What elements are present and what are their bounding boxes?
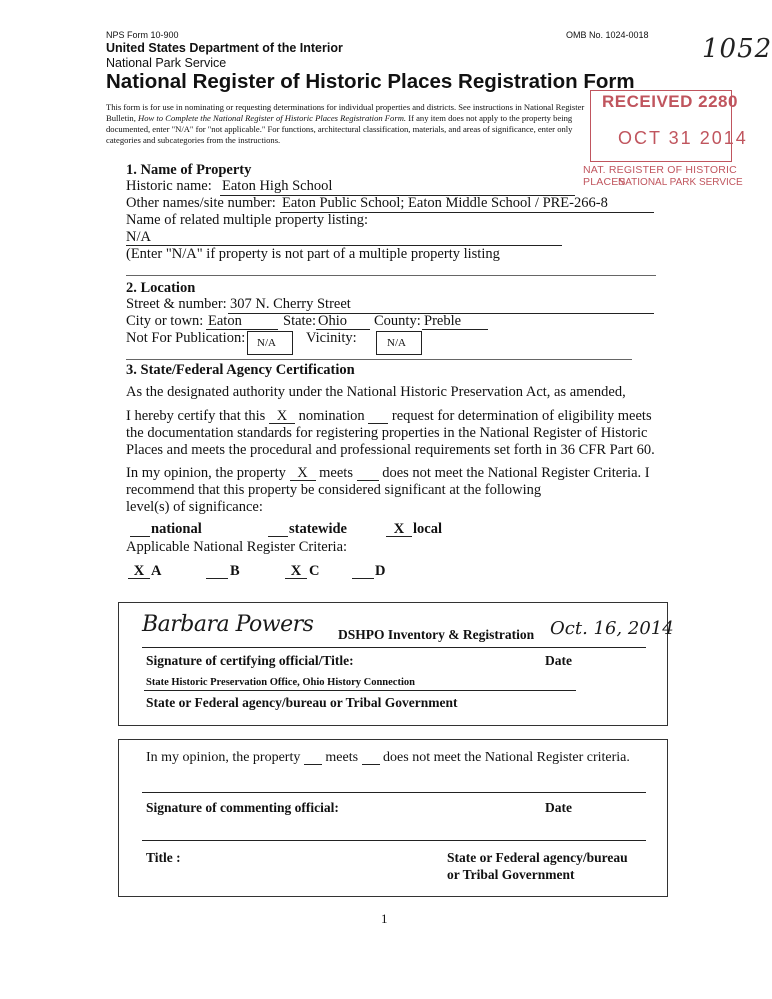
criterion-a-mark: X: [133, 563, 145, 579]
section-2-divider: [126, 359, 632, 360]
street-label: Street & number:: [126, 296, 227, 312]
agency-name: National Park Service: [106, 56, 227, 70]
certifying-signature-label: Signature of certifying official/Title:: [146, 653, 354, 668]
certifying-title-written: DSHPO Inventory & Registration: [338, 627, 535, 642]
certifying-agency-label: State or Federal agency/bureau or Tribal Government: [146, 695, 458, 710]
criterion-b-blank: [206, 578, 228, 579]
historic-name-value: Eaton High School: [222, 178, 333, 194]
omb-number: OMB No. 1024-0018: [566, 30, 649, 40]
certify-nomination: nomination: [298, 408, 365, 424]
commenting-opinion-post: does not meet the National Register criteria.: [383, 750, 630, 765]
street-value: 307 N. Cherry Street: [230, 296, 351, 312]
commenting-opinion-pre: In my opinion, the property: [146, 750, 301, 765]
level-local: local: [413, 521, 442, 537]
statewide-blank: [268, 536, 288, 537]
certify-pre: I hereby certify that this: [126, 408, 266, 424]
commenting-opinion: [146, 750, 630, 766]
opinion-post: does not meet the National Register Criteria. I: [382, 465, 650, 481]
multiple-listing-value: N/A: [126, 229, 151, 245]
commenting-agency-line-1: State or Federal agency/bureau: [447, 850, 628, 865]
instructions-line-3: documented, enter "N/A" for "not applicable." For functions, architectural classification, materials, and areas of significance, enter only: [106, 124, 573, 134]
certify-line-3: Places and meets the procedural and professional requirements set forth in 36 CFR Part 60.: [126, 442, 655, 458]
instructions-line-4: categories and subcategories from the instructions.: [106, 135, 281, 145]
instructions-line-2-pre: Bulletin,: [106, 113, 136, 123]
criterion-b-letter: B: [230, 563, 240, 579]
opinion-pre: In my opinion, the property: [126, 465, 286, 481]
criterion-a-blank: [128, 578, 150, 579]
state-value: Ohio: [318, 313, 347, 329]
opinion-line-1: [126, 465, 650, 482]
does-not-meet-blank: [357, 466, 379, 481]
authority-statement: As the designated authority under the National Historic Preservation Act, as amended,: [126, 384, 626, 400]
commenting-signature-label: Signature of commenting official:: [146, 800, 339, 815]
criterion-c-mark: X: [290, 563, 302, 579]
criterion-d-blank: [352, 578, 374, 579]
nomination-mark: X: [269, 409, 295, 424]
not-for-publication-value: N/A: [257, 337, 276, 349]
opinion-line-2: recommend that this property be considered significant at the following: [126, 482, 542, 498]
multiple-listing-note: (Enter "N/A" if property is not part of a multiple property listing: [126, 246, 500, 262]
certify-line-2: the documentation standards for registering properties in the National Register of Historic: [126, 425, 648, 441]
certifying-date-label: Date: [545, 653, 572, 668]
criterion-c-blank: [285, 578, 307, 579]
not-for-publication-label: Not For Publication:: [126, 330, 246, 346]
instructions-bulletin-title: How to Complete the National Register of Historic Places Registration Form.: [138, 113, 407, 123]
commenting-date-label: Date: [545, 800, 572, 815]
criteria-label: Applicable National Register Criteria:: [126, 539, 348, 555]
county-value: Preble: [424, 313, 462, 329]
certifying-office-line: [144, 690, 576, 691]
certifying-office: State Historic Preservation Office, Ohio History Connection: [146, 677, 415, 688]
other-names-value: Eaton Public School; Eaton Middle School / PRE-266-8: [282, 195, 608, 211]
local-blank: [386, 536, 412, 537]
section-3-heading: 3. State/Federal Agency Certification: [126, 362, 355, 378]
certifying-signature-line: [142, 647, 646, 648]
other-names-label: Other names/site number:: [126, 195, 276, 211]
opinion-meets: meets: [319, 465, 353, 481]
received-stamp-line-2: NATIONAL PARK SERVICE: [618, 177, 743, 188]
instructions-line-2: [106, 113, 572, 124]
instructions-line-1: This form is for use in nominating or requesting determinations for individual properties and districts. See instructions in National Register: [106, 102, 585, 112]
request-mark-blank: [368, 409, 388, 424]
city-value: Eaton: [208, 313, 242, 329]
commenting-title-label: Title :: [146, 850, 181, 865]
certify-post: request for determination of eligibility meets: [391, 408, 652, 424]
certifying-signature: Barbara Powers: [142, 612, 314, 637]
vicinity-label: Vicinity:: [306, 330, 357, 346]
certify-line-1: [126, 408, 652, 425]
commenting-does-not-meet-blank: [362, 751, 380, 765]
city-label: City or town:: [126, 313, 204, 329]
level-national: national: [151, 521, 202, 537]
commenting-signature-line: [142, 792, 646, 793]
section-1-divider: [126, 275, 656, 276]
local-mark: X: [393, 521, 405, 537]
commenting-meets-blank: [304, 751, 322, 765]
commenting-agency-line-2: or Tribal Government: [447, 867, 575, 882]
commenting-opinion-meets: meets: [325, 750, 359, 765]
received-stamp-text: RECEIVED 2280: [602, 92, 738, 111]
department-name: United States Department of the Interior: [106, 41, 343, 55]
opinion-line-3: level(s) of significance:: [126, 499, 263, 515]
commenting-title-line: [142, 840, 646, 841]
page-number: 1: [381, 911, 388, 926]
criterion-c-letter: C: [309, 563, 320, 579]
criterion-d-letter: D: [375, 563, 386, 579]
meets-mark: X: [290, 466, 316, 481]
county-underline: [422, 329, 488, 330]
form-number: NPS Form 10-900: [106, 30, 179, 40]
multiple-listing-label: Name of related multiple property listing:: [126, 212, 369, 228]
historic-name-label: Historic name:: [126, 178, 212, 194]
received-stamp-date: OCT 31 2014: [618, 128, 748, 148]
criterion-a-letter: A: [151, 563, 162, 579]
national-blank: [130, 536, 150, 537]
section-1-heading: 1. Name of Property: [126, 162, 252, 178]
state-label: State:: [283, 313, 317, 329]
handwritten-number: 1052: [702, 34, 772, 64]
county-label: County:: [374, 313, 421, 329]
vicinity-value: N/A: [387, 337, 406, 349]
section-2-heading: 2. Location: [126, 280, 196, 296]
certifying-date-written: Oct. 16, 2014: [550, 618, 674, 639]
received-stamp-line-1: NAT. REGISTER OF HISTORIC PLACES: [583, 164, 737, 188]
level-statewide: statewide: [289, 521, 347, 537]
form-title: National Register of Historic Places Registration Form: [106, 70, 635, 93]
instructions-line-2-post: If any item does not apply to the property being: [408, 113, 573, 123]
